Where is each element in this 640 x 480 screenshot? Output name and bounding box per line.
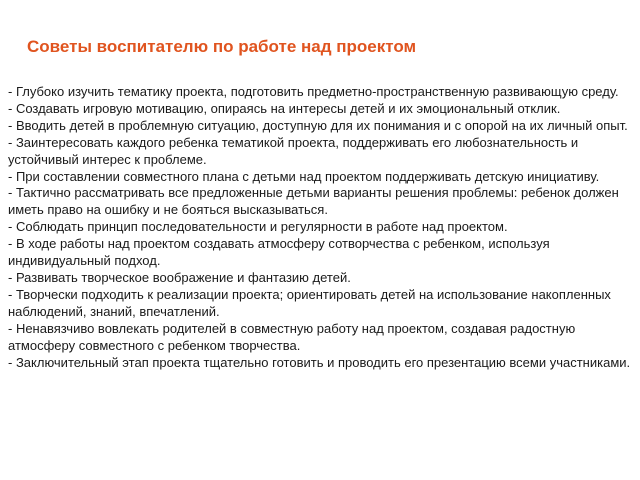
tip-item: - Создавать игровую мотивацию, опираясь на интересы детей и их эмоциональный отклик. [8,100,561,116]
tip-item: - Ненавязчиво вовлекать родителей в совместную работу над проектом, создавая радостную атмосферу совместного с ребенком творчества. [8,320,576,353]
slide-title: Советы воспитателю по работе над проектом [27,37,417,56]
tip-item: - Соблюдать принцип последовательности и регулярности в работе над проектом. [8,219,508,235]
tip-item: - Заинтересовать каждого ребенка тематикой проекта, поддерживать его любознательность и устойчивый интерес к проблеме. [8,134,579,167]
tips-list [8,84,636,371]
tip-item: - Вводить детей в проблемную ситуацию, доступную для их понимания и с опорой на их личный опыт. [8,117,628,133]
tip-item: - При составлении совместного плана с детьми над проектом поддерживать детскую инициативу. [8,168,600,184]
tip-item: - В ходе работы над проектом создавать атмосферу сотворчества с ребенком, используя индивидуальный подход. [8,236,550,269]
tip-item: - Тактично рассматривать все предложенные детьми варианты решения проблемы: ребенок должен иметь право на ошибку и не бояться высказываться. [8,185,619,218]
tip-item: - Заключительный этап проекта тщательно готовить и проводить его презентацию всеми участниками. [8,354,631,370]
tip-item: - Творчески подходить к реализации проекта; ориентировать детей на использование накопленных наблюдений, знаний, впечатлений. [8,286,611,319]
tip-item: - Глубоко изучить тематику проекта, подготовить предметно-пространственную развивающую среду. [8,84,619,99]
tip-item: - Развивать творческое воображение и фантазию детей. [8,269,351,285]
